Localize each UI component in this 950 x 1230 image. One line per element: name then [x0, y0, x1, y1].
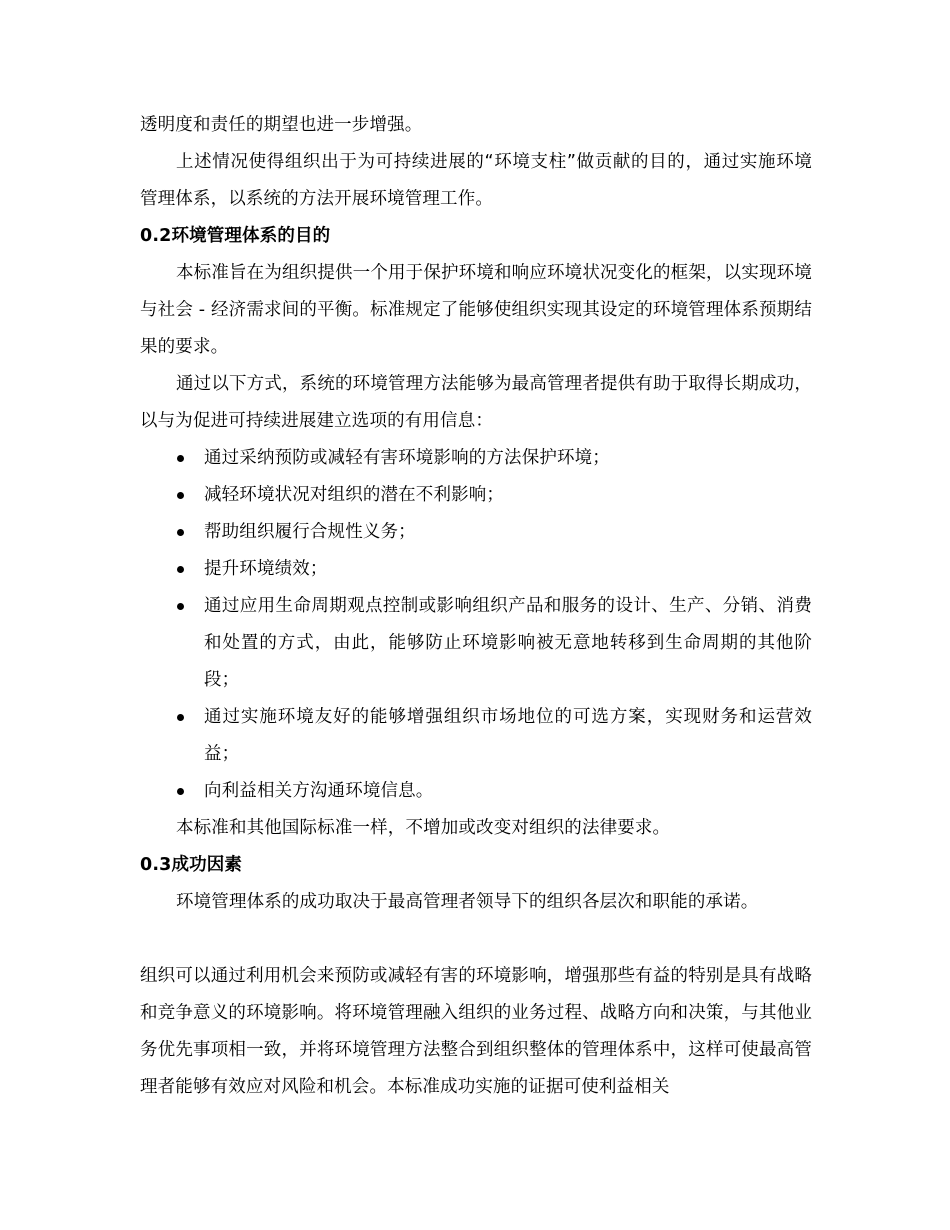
- bullet-icon: [177, 492, 184, 499]
- list-item-text: 提升环境绩效；: [204, 559, 328, 579]
- list-item-text: 帮助组织履行合规性义务；: [204, 522, 416, 542]
- paragraph-success: 环境管理体系的成功取决于最高管理者领导下的组织各层次和职能的承诺。: [176, 892, 759, 912]
- paragraph-benefits-intro: 通过以下方式，系统的环境管理方法能够为最高管理者提供有助于取得长期成功，以与为促进可持续进展建立选项的有用信息：: [140, 374, 812, 431]
- list-item-text: 向利益相关方沟通环境信息。: [204, 781, 434, 801]
- paragraph-purpose: 本标准旨在为组织提供一个用于保护环境和响应环境状况变化的框架，以实现环境与社会 - 经济需求间的平衡。标准规定了能够使组织实现其设定的环境管理体系预期结果的要求。: [140, 263, 812, 357]
- paragraph-environment-pillar: 上述情况使得组织出于为可持续进展的“环境支柱”做贡献的目的，通过实施环境管理体系，以系统的方法开展环境管理工作。: [140, 152, 812, 209]
- list-item-text: 通过实施环境友好的能够增强组织市场地位的可选方案，实现财务和运营效益；: [204, 707, 812, 764]
- list-item: [140, 551, 812, 588]
- list-item: [140, 699, 812, 773]
- bullet-icon: [177, 603, 184, 610]
- bullet-icon: [177, 455, 184, 462]
- benefits-bullet-list: [140, 440, 812, 810]
- bullet-icon: [177, 788, 184, 795]
- bullet-icon: [177, 714, 184, 721]
- list-item: [140, 773, 812, 810]
- list-item: [140, 440, 812, 477]
- bullet-icon: [177, 529, 184, 536]
- list-item: [140, 588, 812, 699]
- section-heading-0-2: 0.2环境管理体系的目的: [140, 226, 331, 246]
- blank-line: [140, 921, 812, 958]
- section-heading-0-3: 0.3成功因素: [140, 855, 243, 875]
- list-item-text: 通过应用生命周期观点控制或影响组织产品和服务的设计、生产、分销、消费和处置的方式，由此，能够防止环境影响被无意地转移到生命周期的其他阶段；: [204, 596, 812, 690]
- list-item-text: 通过采纳预防或减轻有害环境影响的方法保护环境；: [204, 448, 610, 468]
- paragraph-legal: 本标准和其他国际标准一样，不增加或改变对组织的法律要求。: [176, 818, 671, 838]
- list-item-text: 减轻环境状况对组织的潜在不利影响；: [204, 485, 505, 505]
- list-item: [140, 477, 812, 514]
- paragraph-opportunities: 组织可以通过利用机会来预防或减轻有害的环境影响，增强那些有益的特别是具有战略和竞争意义的环境影响。将环境管理融入组织的业务过程、战略方向和决策，与其他业务优先事项相一致，并将环境管理方法整合到组织整体的管理体系中，这样可使最高管理者能够有效应对风险和机会。本标准成功实施的证据可使利益相关: [140, 966, 812, 1097]
- document-page: [140, 107, 812, 1106]
- bullet-icon: [177, 566, 184, 573]
- list-item: [140, 514, 812, 551]
- paragraph-continuation: 透明度和责任的期望也进一步增强。: [140, 115, 423, 135]
